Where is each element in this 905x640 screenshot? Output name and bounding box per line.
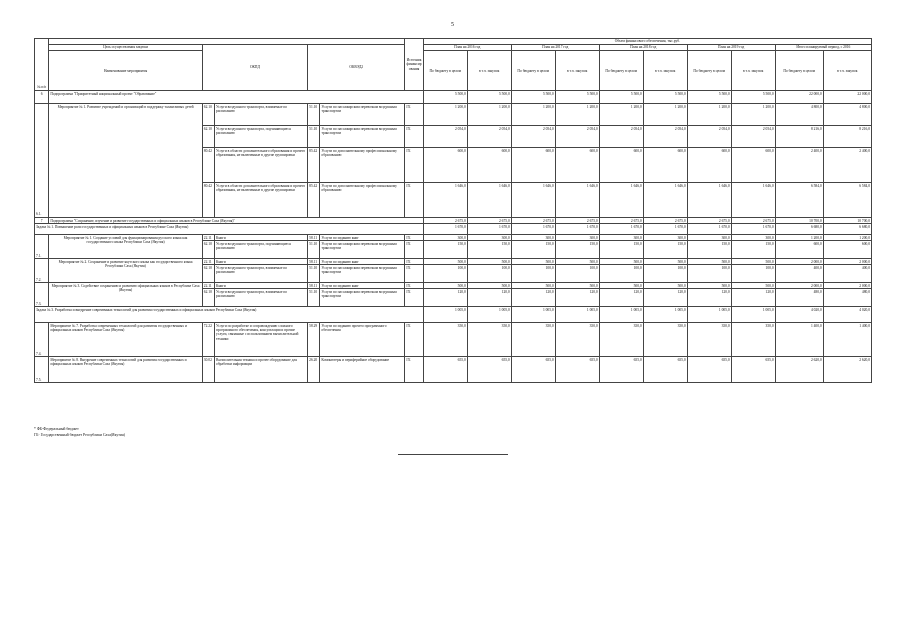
value-cell: 8 216,0 xyxy=(775,126,823,148)
value-cell: 150,0 xyxy=(687,241,731,259)
okpd-code: 62.10 xyxy=(202,289,214,307)
row-number: 7.1. xyxy=(35,235,49,259)
value-cell: 1 200,0 xyxy=(555,104,599,126)
value-cell: 500,0 xyxy=(687,283,731,289)
value-cell: 2 054,0 xyxy=(511,126,555,148)
value-cell: 1 200,0 xyxy=(687,104,731,126)
okved-name: Услуги по изданию книг xyxy=(320,235,405,241)
value-cell: 5 500,0 xyxy=(555,91,599,104)
value-cell: 150,0 xyxy=(599,241,643,259)
value-cell: 1 200,0 xyxy=(775,235,823,241)
value-cell: 2 675,0 xyxy=(555,218,599,224)
value-cell: 150,0 xyxy=(643,241,687,259)
value-cell: 150,0 xyxy=(467,241,511,259)
value-cell: 600,0 xyxy=(467,148,511,183)
okved-name: Услуги по пассажирским перевозкам воздушным транспортом xyxy=(320,265,405,283)
table-row xyxy=(35,104,872,126)
value-cell: 1 670,0 xyxy=(555,224,599,235)
source-cell: ГБ xyxy=(405,289,423,307)
value-cell: 300,0 xyxy=(423,235,467,241)
okpd-name: Книги xyxy=(215,283,308,289)
value-cell: 1 646,0 xyxy=(643,183,687,218)
header-source: Источник финансирования xyxy=(405,39,423,91)
row-number: 6.1. xyxy=(35,104,49,218)
value-cell: 4 800,0 xyxy=(775,104,823,126)
value-cell: 655,0 xyxy=(687,357,731,383)
value-cell: 2 400,0 xyxy=(823,148,871,183)
value-cell: 2 054,0 xyxy=(423,126,467,148)
value-cell: 500,0 xyxy=(687,259,731,265)
header-year-2017: План на 2017 год xyxy=(511,45,599,51)
value-cell: 350,0 xyxy=(687,323,731,357)
value-cell: 350,0 xyxy=(643,323,687,357)
value-cell: 1 200,0 xyxy=(467,104,511,126)
okpd-name: Услуги воздушного транспорта, взимаемые по расписанию xyxy=(215,104,308,126)
value-cell: 5 500,0 xyxy=(599,91,643,104)
okpd-name: Услуги воздушного транспорта, взимаемые по расписанию xyxy=(215,265,308,283)
source-cell: ГБ xyxy=(405,259,423,265)
value-cell: 2 054,0 xyxy=(687,126,731,148)
value-cell: 2 054,0 xyxy=(467,126,511,148)
header-budget-total: По бюджету в целом xyxy=(775,51,823,91)
header-budget-2016: По бюджету в целом xyxy=(423,51,467,91)
row-number: 7.5. xyxy=(35,357,49,383)
value-cell: 120,0 xyxy=(599,289,643,307)
value-cell: 100,0 xyxy=(555,265,599,283)
okpd-name: Услуги воздушного транспорта, взимаемые по расписанию xyxy=(215,289,308,307)
header-year-2019: План на 2019 год xyxy=(687,45,775,51)
value-cell: 1 200,0 xyxy=(643,104,687,126)
value-cell: 1 646,0 xyxy=(687,183,731,218)
value-cell: 120,0 xyxy=(555,289,599,307)
value-cell: 2 620,0 xyxy=(775,357,823,383)
value-cell: 2 054,0 xyxy=(599,126,643,148)
value-cell: 600,0 xyxy=(555,148,599,183)
value-cell: 655,0 xyxy=(731,357,775,383)
value-cell: 600,0 xyxy=(423,148,467,183)
row-title: Подпрограмма "Приоритетный национальный проект "Образование" xyxy=(49,91,423,104)
value-cell: 2 675,0 xyxy=(643,218,687,224)
value-cell: 400,0 xyxy=(823,265,871,283)
header-okved: ОКВЭД2 xyxy=(308,45,405,91)
value-cell: 600,0 xyxy=(687,148,731,183)
value-cell: 100,0 xyxy=(687,265,731,283)
value-cell: 300,0 xyxy=(467,235,511,241)
row-number: 7 xyxy=(35,218,49,224)
value-cell: 2 620,0 xyxy=(823,357,871,383)
value-cell: 500,0 xyxy=(599,259,643,265)
okved-code: 85.42 xyxy=(308,183,320,218)
value-cell: 1 005,0 xyxy=(731,307,775,323)
value-cell: 100,0 xyxy=(511,265,555,283)
header-year-2018: План на 2018 год xyxy=(599,45,687,51)
okpd-code: 22.11 xyxy=(202,235,214,241)
row-number: 7.2. xyxy=(35,259,49,283)
value-cell: 1 670,0 xyxy=(467,224,511,235)
value-cell: 120,0 xyxy=(687,289,731,307)
value-cell: 1 005,0 xyxy=(467,307,511,323)
value-cell: 1 670,0 xyxy=(511,224,555,235)
value-cell: 2 675,0 xyxy=(467,218,511,224)
okved-code: 85.42 xyxy=(308,148,320,183)
okved-name: Услуги по дополнительному профессиональному образованию xyxy=(320,183,405,218)
okpd-code: 80.42 xyxy=(202,183,214,218)
value-cell: 500,0 xyxy=(511,283,555,289)
okpd-code: 62.10 xyxy=(202,241,214,259)
value-cell: 500,0 xyxy=(467,283,511,289)
value-cell: 150,0 xyxy=(511,241,555,259)
okved-name: Услуги по изданию прочего программного обеспечения xyxy=(320,323,405,357)
source-cell: ГБ xyxy=(405,323,423,357)
value-cell: 100,0 xyxy=(423,265,467,283)
okved-name: Услуги по изданию книг xyxy=(320,283,405,289)
event-name: Мероприятие № 8. Внедрение современных технологий для развития государственных и официальных языков Республики Саха (Якутия) xyxy=(49,357,202,383)
value-cell: 300,0 xyxy=(731,235,775,241)
source-cell: ГБ xyxy=(405,104,423,126)
header-purchases-total: в т.ч. закупок xyxy=(823,51,871,91)
value-cell: 350,0 xyxy=(423,323,467,357)
source-cell: ГБ xyxy=(405,126,423,148)
event-name: Мероприятие № 1. Развитие учреждений и организаций в поддержку талантливых детей xyxy=(49,104,202,218)
value-cell: 1 005,0 xyxy=(423,307,467,323)
value-cell: 500,0 xyxy=(555,283,599,289)
table-row xyxy=(35,323,872,357)
value-cell: 300,0 xyxy=(643,235,687,241)
value-cell: 300,0 xyxy=(555,235,599,241)
header-number: № п/п xyxy=(35,39,49,91)
task-row xyxy=(35,224,872,235)
okved-name: Услуги по пассажирским перевозкам воздушным транспортом xyxy=(320,289,405,307)
table-row xyxy=(35,357,872,383)
header-budget-2017: По бюджету в целом xyxy=(511,51,555,91)
value-cell: 6 584,0 xyxy=(823,183,871,218)
source-cell: ГБ xyxy=(405,357,423,383)
value-cell: 10 700,0 xyxy=(823,218,871,224)
okpd-name: Книги xyxy=(215,235,308,241)
okved-code: 51.10 xyxy=(308,289,320,307)
value-cell: 600,0 xyxy=(511,148,555,183)
value-cell: 6 680,0 xyxy=(823,224,871,235)
okved-code: 58.29 xyxy=(308,323,320,357)
value-cell: 655,0 xyxy=(467,357,511,383)
okpd-code: 62.10 xyxy=(202,265,214,283)
value-cell: 100,0 xyxy=(599,265,643,283)
task-row xyxy=(35,307,872,323)
value-cell: 500,0 xyxy=(599,283,643,289)
value-cell: 350,0 xyxy=(467,323,511,357)
okpd-name: Услуги воздушного транспорта, подчиняющиеся расписанию xyxy=(215,126,308,148)
summary-row xyxy=(35,91,872,104)
value-cell: 1 400,0 xyxy=(823,323,871,357)
value-cell: 350,0 xyxy=(511,323,555,357)
header-budget-2018: По бюджету в целом xyxy=(599,51,643,91)
table-body xyxy=(35,91,872,383)
value-cell: 120,0 xyxy=(423,289,467,307)
value-cell: 350,0 xyxy=(599,323,643,357)
value-cell: 100,0 xyxy=(467,265,511,283)
okpd-code: 30.02 xyxy=(202,357,214,383)
closing-rule xyxy=(398,454,508,455)
value-cell: 6 680,0 xyxy=(775,224,823,235)
value-cell: 1 670,0 xyxy=(423,224,467,235)
value-cell: 120,0 xyxy=(731,289,775,307)
value-cell: 1 670,0 xyxy=(731,224,775,235)
source-cell: ГБ xyxy=(405,148,423,183)
value-cell: 600,0 xyxy=(643,148,687,183)
header-row-3 xyxy=(35,51,872,81)
value-cell: 350,0 xyxy=(731,323,775,357)
row-number: 7.4. xyxy=(35,323,49,357)
value-cell: 2 675,0 xyxy=(599,218,643,224)
value-cell: 480,0 xyxy=(775,289,823,307)
value-cell: 500,0 xyxy=(643,283,687,289)
footnotes xyxy=(34,427,125,438)
value-cell: 600,0 xyxy=(731,148,775,183)
value-cell: 600,0 xyxy=(823,241,871,259)
value-cell: 4 020,0 xyxy=(775,307,823,323)
source-cell: ГБ xyxy=(405,235,423,241)
value-cell: 350,0 xyxy=(555,323,599,357)
value-cell: 22 000,0 xyxy=(823,91,871,104)
value-cell: 500,0 xyxy=(467,259,511,265)
row-number: 6 xyxy=(35,91,49,104)
okpd-name: Книги xyxy=(215,259,308,265)
okved-code: 51.10 xyxy=(308,265,320,283)
okpd-code: 72.22 xyxy=(202,323,214,357)
value-cell: 6 584,0 xyxy=(775,183,823,218)
value-cell: 2 054,0 xyxy=(555,126,599,148)
value-cell: 2 000,0 xyxy=(823,283,871,289)
value-cell: 2 675,0 xyxy=(423,218,467,224)
value-cell: 1 005,0 xyxy=(511,307,555,323)
value-cell: 2 054,0 xyxy=(643,126,687,148)
okved-name: Компьютеры и периферийное оборудование xyxy=(320,357,405,383)
value-cell: 2 400,0 xyxy=(775,148,823,183)
footnote-gb: ГБ- Государственный бюджет Республики Саха(Якутия) xyxy=(34,432,125,437)
value-cell: 500,0 xyxy=(423,283,467,289)
okpd-name: Услуги в области дополнительного образования и прочего образования, не включенные в другие группировки xyxy=(215,148,308,183)
okpd-code: 22.11 xyxy=(202,283,214,289)
value-cell: 2 675,0 xyxy=(687,218,731,224)
value-cell: 5 500,0 xyxy=(467,91,511,104)
page-number: 5 xyxy=(451,22,454,28)
value-cell: 500,0 xyxy=(511,259,555,265)
value-cell: 5 500,0 xyxy=(511,91,555,104)
okved-name: Услуги по пассажирским перевозкам воздушным транспортом xyxy=(320,241,405,259)
value-cell: 300,0 xyxy=(687,235,731,241)
source-cell: ГБ xyxy=(405,241,423,259)
value-cell: 600,0 xyxy=(599,148,643,183)
event-name: Мероприятие № 1. Создание условий для функционирования русского языка как государственного языка Республики Саха (Якутия) xyxy=(49,235,202,259)
value-cell: 1 646,0 xyxy=(467,183,511,218)
value-cell: 1 646,0 xyxy=(599,183,643,218)
value-cell: 400,0 xyxy=(775,265,823,283)
value-cell: 655,0 xyxy=(555,357,599,383)
okpd-name: Услуги по разработке и сопровождению сложного программного обеспечения, консультации и прочие услуги, связанные с использованием вычислительной техники xyxy=(215,323,308,357)
value-cell: 120,0 xyxy=(467,289,511,307)
value-cell: 1 005,0 xyxy=(687,307,731,323)
header-purchases-2016: в т.ч. закупок xyxy=(467,51,511,91)
okpd-name: Вычислительная техника и прочее оборудование для обработки информации xyxy=(215,357,308,383)
source-cell: ГБ xyxy=(405,283,423,289)
value-cell: 1 005,0 xyxy=(599,307,643,323)
event-name: Мероприятие № 3. Содействие сохранению и развитию официальных языков в Республике Саха (Якутия) xyxy=(49,283,202,307)
value-cell: 300,0 xyxy=(511,235,555,241)
value-cell: 120,0 xyxy=(511,289,555,307)
okved-name: Услуги по пассажирским перевозкам воздушным транспортом xyxy=(320,104,405,126)
value-cell: 1 670,0 xyxy=(599,224,643,235)
source-cell: ГБ xyxy=(405,265,423,283)
header-okpd: ОКПД xyxy=(202,45,307,91)
okved-code: 51.10 xyxy=(308,104,320,126)
row-title: Подпрограмма "Сохранение, изучение и развитие государственных и официальных языков в Республике Саха (Якутия)" xyxy=(49,218,423,224)
value-cell: 150,0 xyxy=(423,241,467,259)
header-event-name: Наименование мероприятия xyxy=(49,51,202,91)
value-cell: 655,0 xyxy=(511,357,555,383)
okved-code: 26.20 xyxy=(308,357,320,383)
value-cell: 1 646,0 xyxy=(555,183,599,218)
value-cell: 500,0 xyxy=(423,259,467,265)
value-cell: 1 200,0 xyxy=(423,104,467,126)
header-volume: Объем финансового обеспечения, тыс.руб. xyxy=(423,39,871,45)
value-cell: 1 005,0 xyxy=(555,307,599,323)
value-cell: 600,0 xyxy=(775,241,823,259)
header-purchases-2019: в т.ч. закупок xyxy=(731,51,775,91)
value-cell: 1 670,0 xyxy=(643,224,687,235)
value-cell: 1 200,0 xyxy=(511,104,555,126)
header-total: Итого планируемый период, с 2016 xyxy=(775,45,871,51)
event-name: Мероприятие № 7. Разработка современных технологий для развития государственных и официальных языков Республики Саха (Якутия) xyxy=(49,323,202,357)
value-cell: 100,0 xyxy=(643,265,687,283)
value-cell: 2 675,0 xyxy=(511,218,555,224)
value-cell: 2 000,0 xyxy=(775,259,823,265)
okpd-code: 62.10 xyxy=(202,126,214,148)
value-cell: 300,0 xyxy=(599,235,643,241)
header-year-2016: План на 2016 год xyxy=(423,45,511,51)
row-number: 7.3. xyxy=(35,283,49,307)
value-cell: 150,0 xyxy=(731,241,775,259)
source-cell: ГБ xyxy=(405,183,423,218)
value-cell: 1 670,0 xyxy=(687,224,731,235)
value-cell: 1 646,0 xyxy=(423,183,467,218)
procurement-table xyxy=(34,38,872,383)
value-cell: 2 675,0 xyxy=(731,218,775,224)
value-cell: 22 000,0 xyxy=(775,91,823,104)
okpd-name: Услуги в области дополнительного образования и прочего образования, не включенные в другие группировки xyxy=(215,183,308,218)
okved-name: Услуги по изданию книг xyxy=(320,259,405,265)
footnote-fb: * ФБ-Федеральный бюджет xyxy=(34,427,79,431)
header-purchases-2018: в т.ч. закупок xyxy=(643,51,687,91)
value-cell: 5 500,0 xyxy=(423,91,467,104)
value-cell: 2 000,0 xyxy=(775,283,823,289)
value-cell: 500,0 xyxy=(555,259,599,265)
okved-code: 58.11 xyxy=(308,283,320,289)
header-goal: Цель осуществления закупки xyxy=(49,45,202,51)
value-cell: 4 020,0 xyxy=(823,307,871,323)
okpd-code: 22.11 xyxy=(202,259,214,265)
value-cell: 1 200,0 xyxy=(599,104,643,126)
okved-name: Услуги по пассажирским перевозкам воздушным транспортом xyxy=(320,126,405,148)
value-cell: 10 700,0 xyxy=(775,218,823,224)
value-cell: 1 646,0 xyxy=(511,183,555,218)
value-cell: 4 800,0 xyxy=(823,104,871,126)
okved-code: 51.10 xyxy=(308,126,320,148)
value-cell: 5 500,0 xyxy=(643,91,687,104)
value-cell: 5 500,0 xyxy=(687,91,731,104)
event-name: Мероприятие № 2. Сохранение и развитие якутского языка как государственного языка Республики Саха (Якутия) xyxy=(49,259,202,283)
value-cell: 1 200,0 xyxy=(731,104,775,126)
value-cell: 655,0 xyxy=(643,357,687,383)
value-cell: 2 000,0 xyxy=(823,259,871,265)
value-cell: 100,0 xyxy=(731,265,775,283)
value-cell: 655,0 xyxy=(599,357,643,383)
value-cell: 2 054,0 xyxy=(731,126,775,148)
okved-code: 58.11 xyxy=(308,235,320,241)
value-cell: 500,0 xyxy=(731,259,775,265)
okved-code: 58.11 xyxy=(308,259,320,265)
value-cell: 8 216,0 xyxy=(823,126,871,148)
okved-code: 51.10 xyxy=(308,241,320,259)
value-cell: 1 200,0 xyxy=(823,235,871,241)
okpd-code: 62.10 xyxy=(202,104,214,126)
okpd-name: Услуги воздушного транспорта, подчиняющиеся расписанию xyxy=(215,241,308,259)
okved-name: Услуги по дополнительному профессиональному образованию xyxy=(320,148,405,183)
task-title: Задача № 1. Повышение роли государственных и официальных языков в Республике Саха (Якутия) xyxy=(35,224,424,235)
value-cell: 1 400,0 xyxy=(775,323,823,357)
header-purchases-2017: в т.ч. закупок xyxy=(555,51,599,91)
value-cell: 150,0 xyxy=(555,241,599,259)
value-cell: 5 500,0 xyxy=(731,91,775,104)
value-cell: 120,0 xyxy=(643,289,687,307)
value-cell: 655,0 xyxy=(423,357,467,383)
header-budget-2019: По бюджету в целом xyxy=(687,51,731,91)
value-cell: 1 646,0 xyxy=(731,183,775,218)
value-cell: 1 005,0 xyxy=(643,307,687,323)
task-title: Задача № 3. Разработка и внедрение современных технологий для развития государственных и официальных языков Республики Саха (Якутия) xyxy=(35,307,424,323)
value-cell: 500,0 xyxy=(731,283,775,289)
okpd-code: 80.42 xyxy=(202,148,214,183)
value-cell: 500,0 xyxy=(643,259,687,265)
value-cell: 480,0 xyxy=(823,289,871,307)
